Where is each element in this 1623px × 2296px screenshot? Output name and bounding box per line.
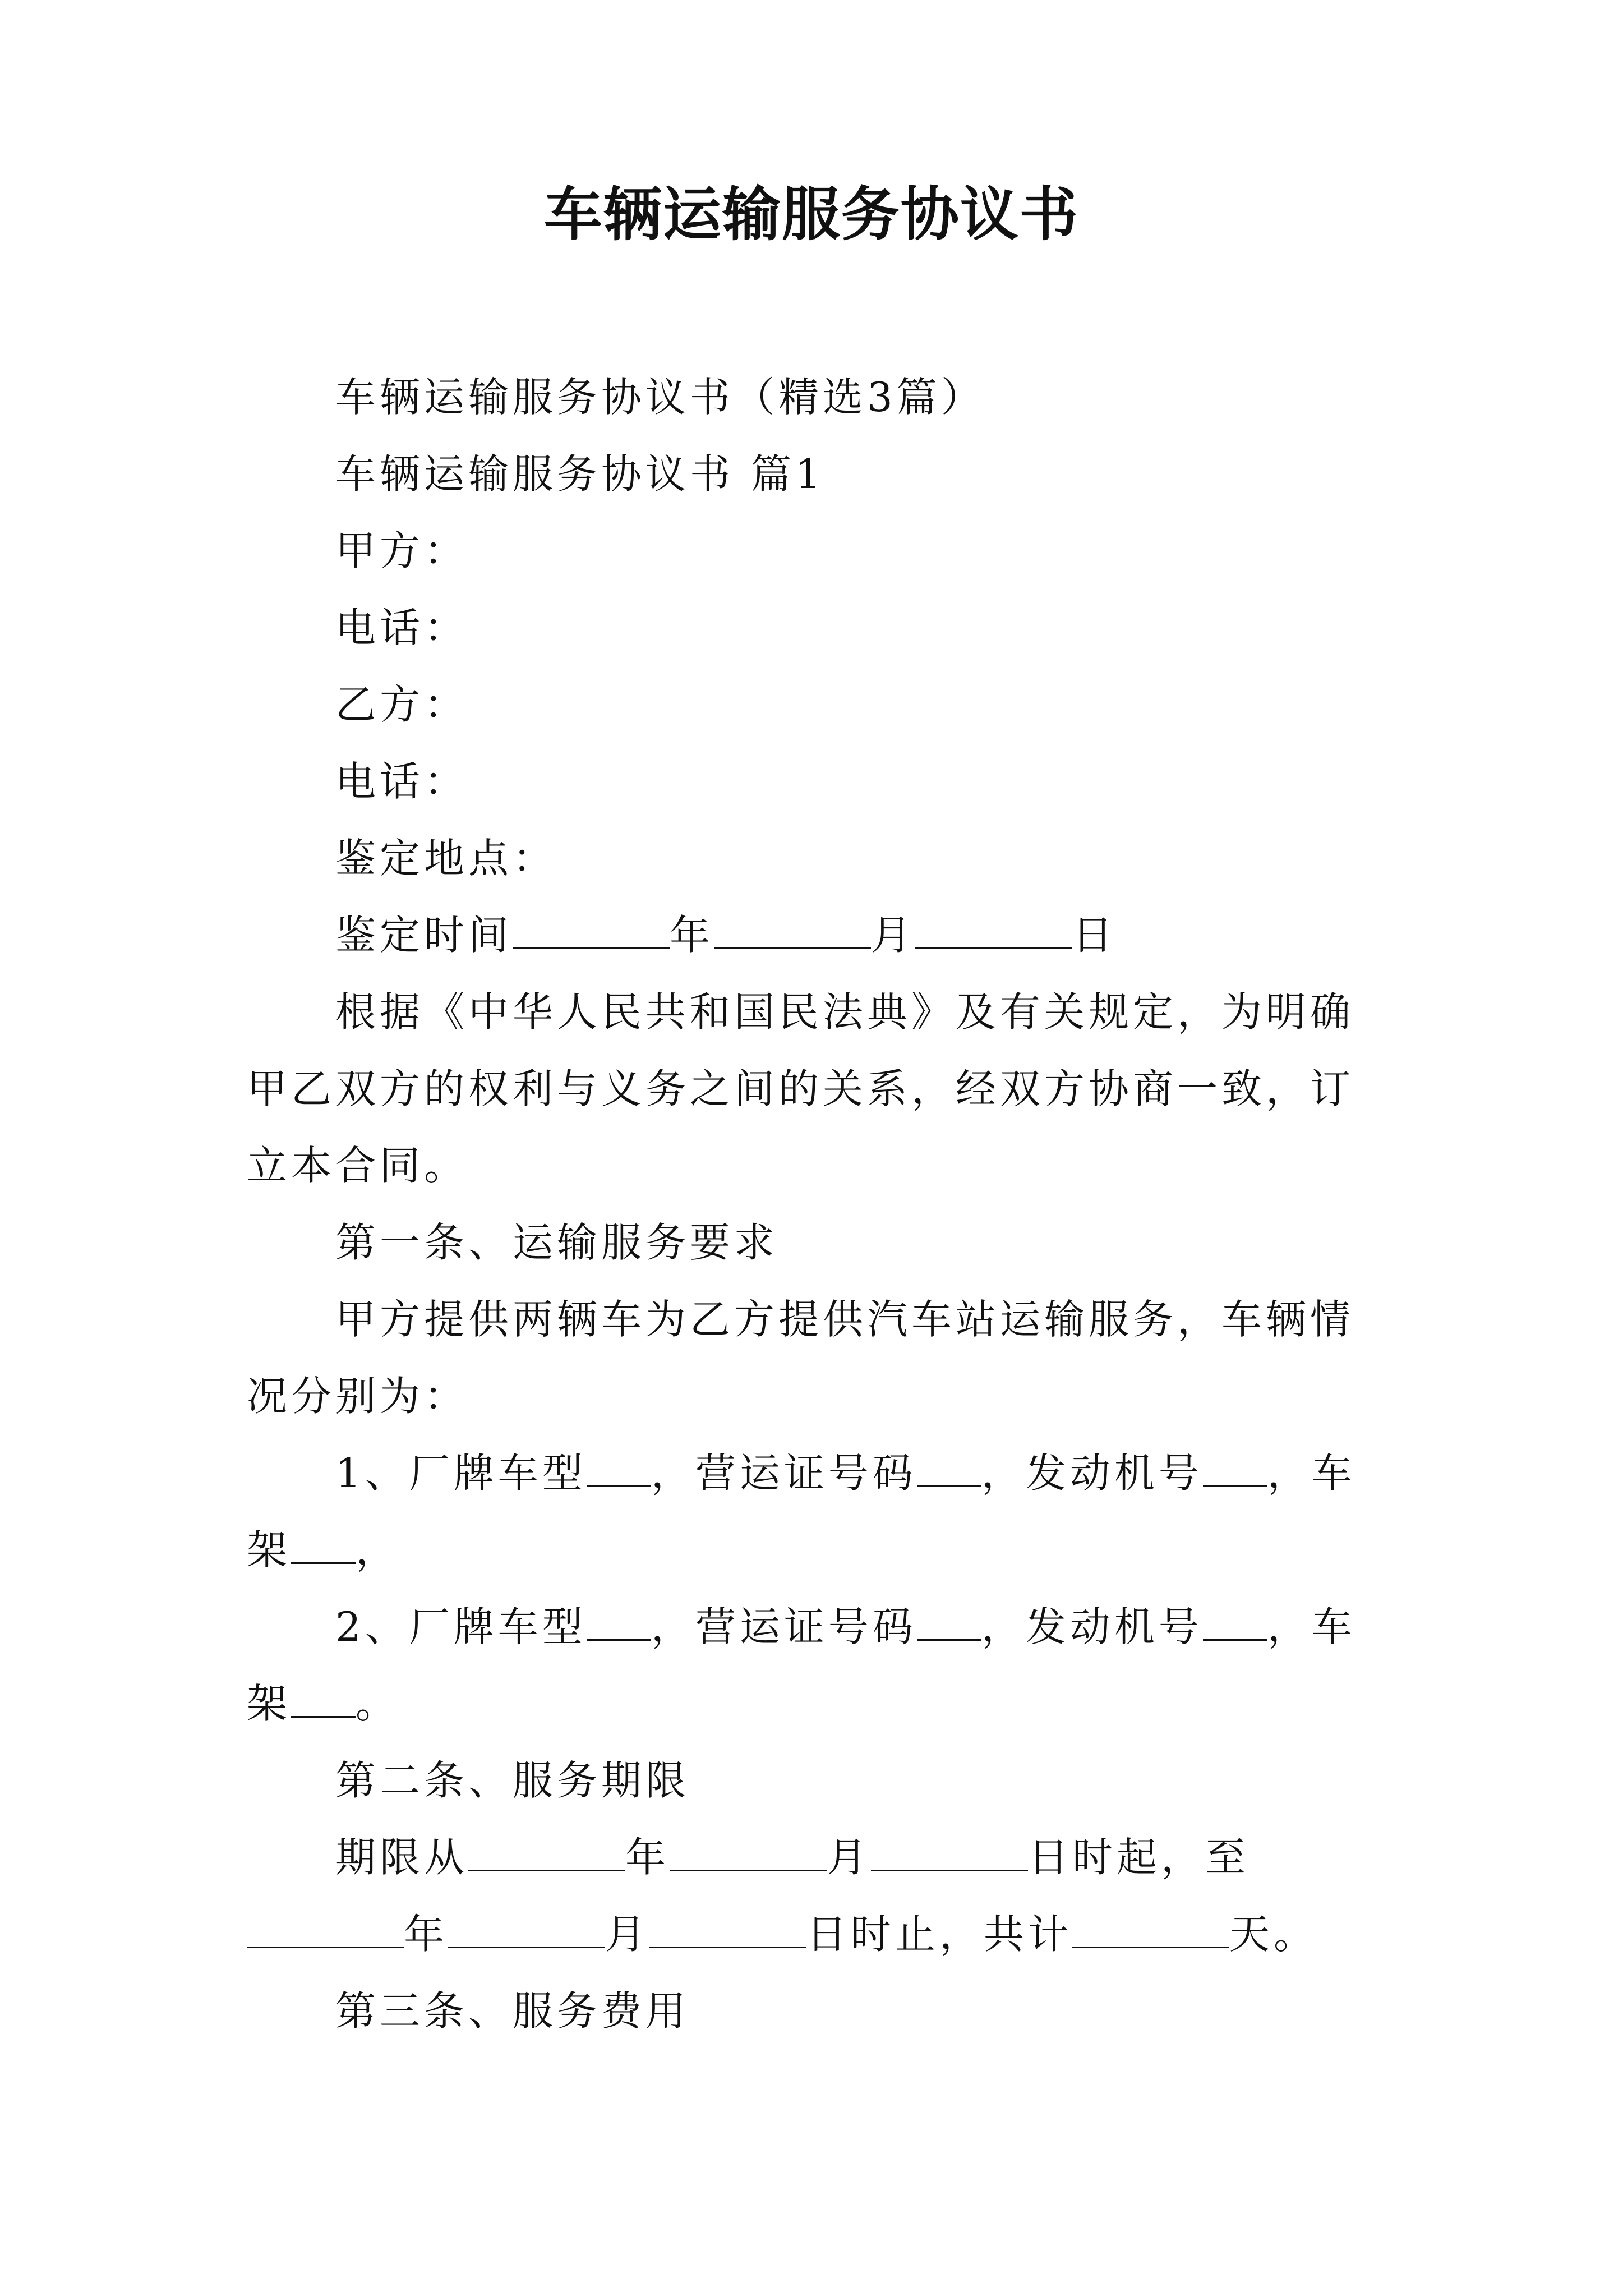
party-a-label: 甲方： [335,527,469,574]
start-year-blank [468,1836,625,1871]
month-label: 月 [827,1834,872,1881]
term-days: 天。 [1229,1911,1318,1958]
permit-label: ，营运证号码 [651,1450,917,1497]
vehicle-2-prefix: 2、厂牌车型 [335,1603,587,1650]
vehicle-2-line [247,1589,1391,1742]
days-blank [1072,1913,1229,1948]
vehicle-1-prefix: 1、厂牌车型 [335,1450,587,1497]
term-line [247,1819,1391,1973]
place-label: 鉴定地点： [335,835,557,882]
vehicle-1-line [247,1435,1391,1589]
engine-label: ，发动机号 [981,1450,1203,1497]
period: 。 [356,1680,400,1727]
engine-blank [1203,1452,1267,1487]
frame-label: 车架 [247,1450,1356,1573]
year-label: 年 [404,1911,449,1958]
document-body [247,359,1391,2050]
permit-blank [917,1605,981,1641]
time-label: 鉴定时间 [335,912,513,959]
start-day-blank [871,1836,1028,1871]
day-blank [915,914,1072,949]
article-3-title: 第三条、服务费用 [335,1987,690,2035]
end-day-blank [649,1913,806,1948]
comma: ， [1267,1603,1312,1650]
term-prefix: 期限从 [335,1834,469,1881]
frame-blank [291,1682,356,1718]
permit-blank [917,1452,981,1487]
month-blank [714,914,871,949]
document-title: 车辆运输服务协议书 [543,180,1079,249]
year-blank [513,914,670,949]
end-year-blank [247,1913,404,1948]
year-label: 年 [670,912,714,959]
end-month-blank [448,1913,605,1948]
subtitle: 车辆运输服务协议书（精选3篇） [335,374,985,421]
frame-label: 车架 [247,1603,1356,1727]
article-2-title: 第二条、服务期限 [335,1757,690,1804]
engine-blank [1203,1605,1267,1641]
model-blank [587,1605,651,1641]
comma: ， [1267,1450,1312,1497]
start-month-blank [670,1836,827,1871]
section-heading: 车辆运输服务协议书 篇1 [335,450,825,498]
month-label: 月 [605,1911,650,1958]
party-b-label: 乙方： [335,681,469,728]
appraisal-time-line [247,897,1391,974]
engine-label: ，发动机号 [981,1603,1203,1650]
month-label: 月 [871,912,916,959]
phone-a-label: 电话： [335,604,469,651]
permit-label: ，营运证号码 [651,1603,917,1650]
comma: ， [356,1526,400,1573]
article-1-text: 甲方提供两辆车为乙方提供汽车站运输服务，车辆情况分别为： [247,1296,1355,1420]
intro-paragraph: 根据《中华人民共和国民法典》及有关规定，为明确甲乙双方的权利与义务之间的关系，经双方协商一致，订立本合同。 [247,988,1355,1189]
article-1-title: 第一条、运输服务要求 [335,1219,779,1266]
model-blank [587,1452,651,1487]
term-start-suffix: 日时起，至 [1028,1834,1250,1881]
year-label: 年 [625,1834,670,1881]
phone-b-label: 电话： [335,758,469,805]
frame-blank [291,1529,356,1564]
term-end-suffix: 日时止，共计 [806,1911,1073,1958]
day-label: 日 [1072,912,1117,959]
